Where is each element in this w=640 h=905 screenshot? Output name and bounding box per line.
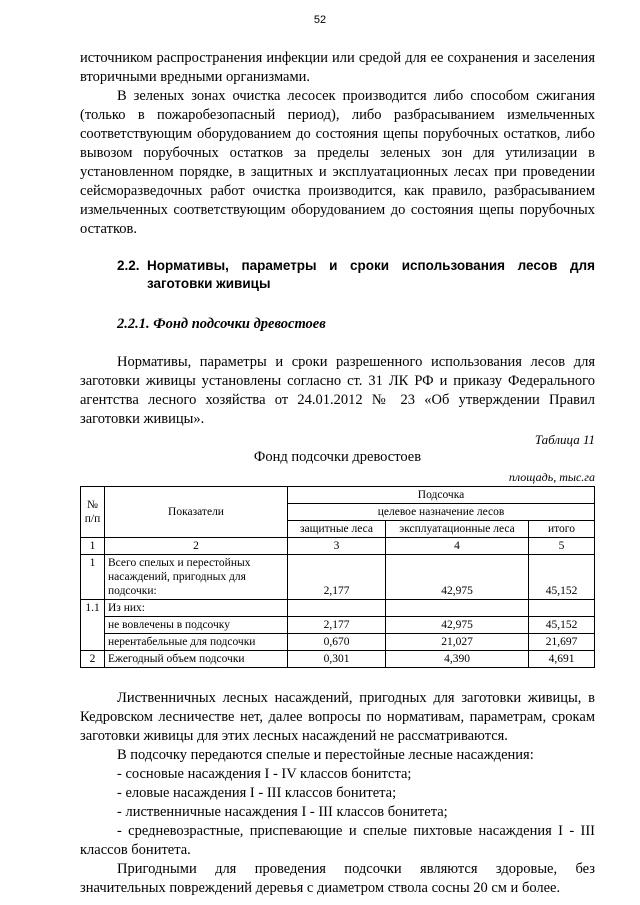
table-row: [81, 600, 595, 617]
header-purpose: целевое назначение лесов: [288, 504, 595, 521]
table-row: [81, 634, 595, 651]
row-label: Ежегодный объем подсочки: [105, 651, 288, 668]
row-label: Всего спелых и перестойных насаждений, пригодных для подсочки:: [105, 555, 288, 600]
row-total: [529, 600, 595, 617]
row-operational: [386, 600, 529, 617]
index-cell: 2: [105, 538, 288, 555]
row-total: 4,691: [529, 651, 595, 668]
row-total: 45,152: [529, 555, 595, 600]
header-indicator: Показатели: [105, 487, 288, 538]
table-row: [81, 555, 595, 600]
subsection-heading: 2.2.1. Фонд подсочки древостоев: [117, 316, 326, 332]
paragraph: Нормативы, параметры и сроки разрешенного использования лесов для заготовки живицы установлены согласно ст. 31 ЛК РФ и приказу Федерального агентства лесного хозяйства от 24.01.2012 № 23 «Об утверждении Правил заготовки живицы».: [80, 354, 595, 427]
table-title: Фонд подсочки древостоев: [253, 449, 422, 465]
table-row: [81, 617, 595, 634]
index-cell: 5: [529, 538, 595, 555]
row-protective: [288, 600, 386, 617]
header-total: итого: [529, 521, 595, 538]
document-body: [80, 49, 595, 898]
list-item: - лиственничные насаждения I - III классов бонитета;: [117, 804, 448, 820]
table-units: площадь, тыс.га: [508, 470, 595, 484]
row-num: 1: [81, 555, 105, 600]
row-protective: 0,670: [288, 634, 386, 651]
row-num: 1.1: [81, 600, 105, 651]
index-cell: 3: [288, 538, 386, 555]
row-total: 21,697: [529, 634, 595, 651]
header-protective: защитные леса: [288, 521, 386, 538]
row-label: не вовлечены в подсочку: [105, 617, 288, 634]
list-item: - сосновые насаждения I - IV классов бонитста;: [117, 766, 412, 782]
table-index-row: [81, 538, 595, 555]
index-cell: 4: [386, 538, 529, 555]
table-number: Таблица 11: [534, 432, 595, 447]
paragraph: Пригодными для проведения подсочки являются здоровые, без значительных повреждений деревья с диаметром ствола сосны 20 см и более.: [80, 861, 595, 896]
index-cell: 1: [81, 538, 105, 555]
section-number: 2.2.: [117, 258, 140, 273]
page-number: 52: [313, 14, 327, 26]
row-operational: 21,027: [386, 634, 529, 651]
section-heading: [117, 257, 595, 293]
header-num: № п/п: [81, 487, 105, 538]
tapping-fund-table: [80, 486, 595, 668]
table-row: [81, 651, 595, 668]
paragraph: В зеленых зонах очистка лесосек производится либо способом сжигания (только в пожаробезопасный период), либо разбрасыванием измельченных соответствующим оборудованием до состояния щепы порубочных остатков, либо вывозом порубочных остатков за пределы зеленых зон для утилизации в установленном порядке, в защитных и эксплуатационных лесах при проведении сейсморазведочных работ очистка производится, как правило, разбрасыванием измельченных соответствующим оборудованием до состояния щепы порубочных остатков.: [80, 88, 595, 237]
header-operational: эксплуатационные леса: [386, 521, 529, 538]
row-protective: 0,301: [288, 651, 386, 668]
row-operational: 42,975: [386, 555, 529, 600]
row-label: Из них:: [105, 600, 288, 617]
row-protective: 2,177: [288, 555, 386, 600]
row-total: 45,152: [529, 617, 595, 634]
row-num: 2: [81, 651, 105, 668]
list-item: - еловые насаждения I - III классов бонитета;: [117, 785, 397, 801]
paragraph: В подсочку передаются спелые и перестойные лесные насаждения:: [117, 747, 534, 763]
row-operational: 4,390: [386, 651, 529, 668]
section-title: Нормативы, параметры и сроки использования лесов для заготовки живицы: [147, 258, 595, 291]
row-protective: 2,177: [288, 617, 386, 634]
paragraph: Лиственничных лесных насаждений, пригодных для заготовки живицы, в Кедровском лесничестве нет, далее вопросы по нормативам, параметрам, срокам заготовки живицы для этих лесных насаждений не рассматриваются.: [80, 690, 595, 744]
row-operational: 42,975: [386, 617, 529, 634]
header-tapping: Подсочка: [288, 487, 595, 504]
row-label: нерентабельные для подсочки: [105, 634, 288, 651]
list-item: - средневозрастные, приспевающие и спелые пихтовые насаждения I - III классов бонитета.: [80, 823, 595, 858]
paragraph: источником распространения инфекции или средой для ее сохранения и заселения вторичными вредными организмами.: [80, 50, 595, 85]
